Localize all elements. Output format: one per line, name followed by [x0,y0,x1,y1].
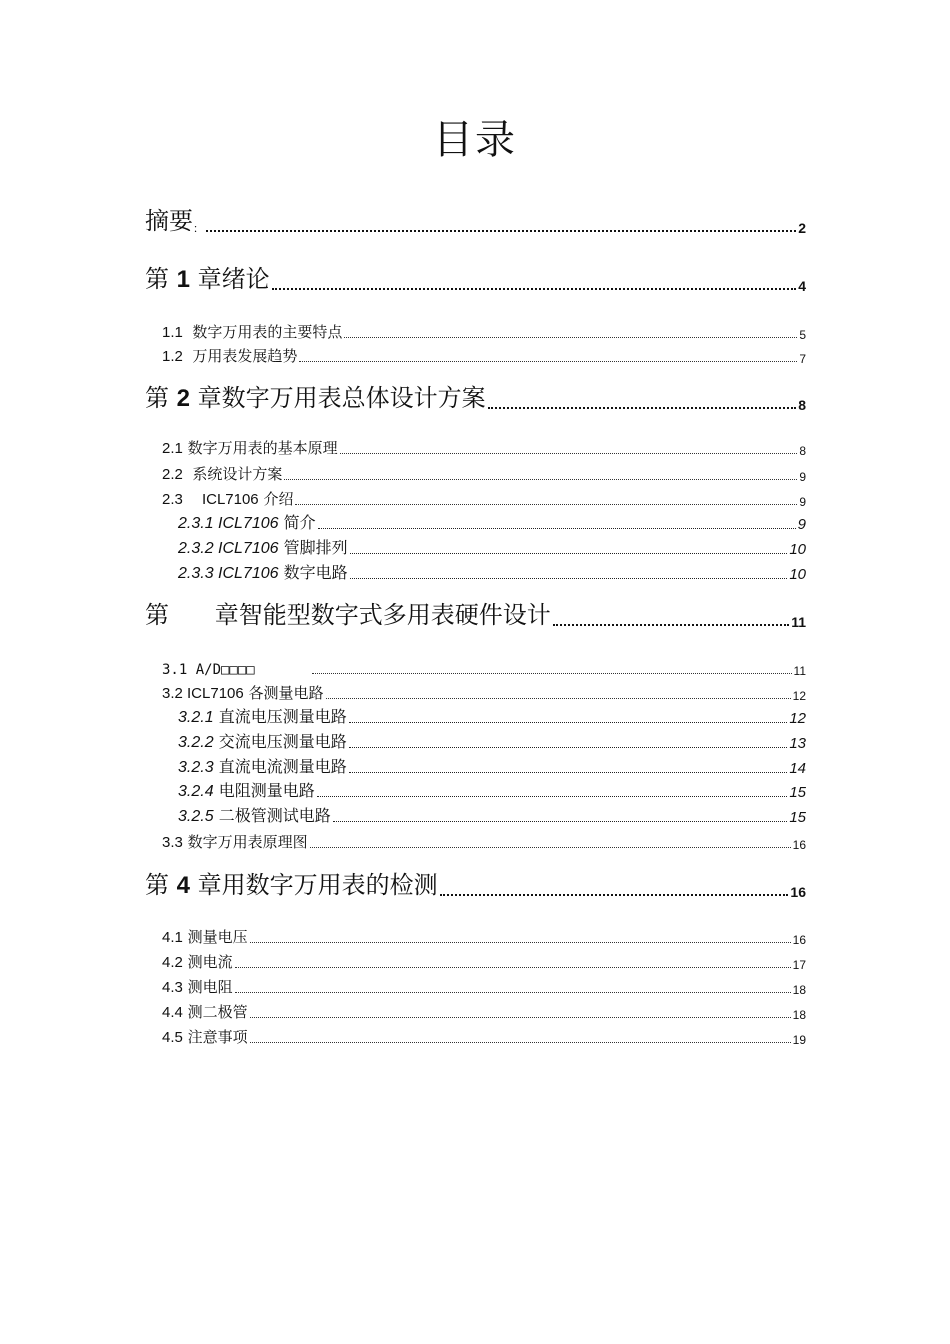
toc-label: 4.4 测二极管 [162,1003,248,1021]
page-number: 9 [799,495,806,509]
page-number: 7 [799,352,806,366]
toc-entry-2-3-2[interactable] [178,536,806,558]
page-number: 4 [798,278,806,294]
toc-label: 3.2.4 电阻测量电路 [178,781,315,800]
page-number: 8 [799,444,806,458]
toc-entry-2-3-3[interactable] [178,561,806,583]
toc-entry-1-1[interactable] [162,320,806,342]
dot-leader [310,847,791,848]
toc-entry-4-5[interactable] [162,1025,806,1047]
toc-label: 4.5 注意事项 [162,1028,248,1046]
toc-label: 3.1 A/D□□□□ [162,662,255,678]
dot-leader [250,1017,791,1018]
page-number: 11 [791,614,806,630]
toc-label: 1.2 万用表发展趋势 [162,347,298,365]
toc-entry-3-3[interactable] [162,830,806,852]
toc-entry-3-2-5[interactable] [178,804,806,826]
toc-label: 2.3 ICL7106 介绍 [162,490,294,508]
toc-label: 3.2.1 直流电压测量电路 [178,707,347,726]
toc-entry-3-2-1[interactable] [178,705,806,727]
dot-leader [326,698,791,699]
toc-entry-3-2-3[interactable] [178,755,806,777]
toc-label: 2.3.3 ICL7106 数字电路 [178,563,348,582]
toc-entry-2-2[interactable] [162,462,806,484]
page-number: 9 [799,470,806,484]
page-number: 10 [789,566,806,583]
dot-leader [272,288,797,290]
toc-entry-1-2[interactable] [162,344,806,366]
dot-leader [235,967,791,968]
toc-label: 4.3 测电阻 [162,978,233,996]
toc-label: 第 4 章用数字万用表的检测 [145,871,438,899]
dot-leader [340,453,798,454]
toc-entry-3-2-2[interactable] [178,730,806,752]
dot-leader [553,624,789,626]
page-title: 目录 [433,117,517,163]
toc-entry-abstract[interactable] [145,200,806,236]
toc-label: 2.3.2 ICL7106 管脚排列 [178,538,348,557]
page-number: 19 [792,1033,806,1047]
dot-leader [349,772,788,773]
toc-label: 3.2.2 交流电压测量电路 [178,732,347,751]
toc-entry-3-2[interactable] [162,681,806,703]
toc-label: 3.2.3 直流电流测量电路 [178,757,347,776]
toc-label: 第 章智能型数字式多用表硬件设计 [145,601,551,629]
dot-leader [317,796,788,797]
toc-label: 4.1 测量电压 [162,928,248,946]
dot-leader [312,673,792,674]
dot-leader [299,361,797,362]
dot-leader [250,1042,791,1043]
page-number: 2 [798,220,806,236]
toc-entry-3-1[interactable] [162,656,806,678]
page-number: 12 [789,710,806,727]
dot-leader [284,479,797,480]
toc-label: 摘要： [145,207,204,235]
page-number: 18 [792,983,806,997]
page-number: 13 [789,735,806,752]
dot-leader [349,722,788,723]
dot-leader [349,747,788,748]
toc-entry-chapter-2[interactable] [145,377,806,413]
toc-label: 1.1 数字万用表的主要特点 [162,323,343,341]
toc-entry-2-3[interactable] [162,487,806,509]
toc-entry-3-2-4[interactable] [178,779,806,801]
toc-label: 第 1 章绪论 [145,265,270,293]
toc-entry-4-1[interactable] [162,925,806,947]
page-number: 18 [792,1008,806,1022]
toc-entry-2-3-1[interactable] [178,511,806,533]
dot-leader [350,578,788,579]
toc-entry-2-1[interactable] [162,436,806,458]
toc-label: 3.2 ICL7106 各测量电路 [162,684,324,702]
toc-label: 2.3.1 ICL7106 简介 [178,513,316,532]
toc-entry-4-4[interactable] [162,1000,806,1022]
page-number: 16 [792,933,806,947]
toc-label: 3.3 数字万用表原理图 [162,833,308,851]
page-number: 8 [798,397,806,413]
page-number: 10 [789,541,806,558]
page-number: 15 [789,784,806,801]
page-number: 16 [790,884,806,900]
toc-label: 2.2 系统设计方案 [162,465,283,483]
toc-entry-4-3[interactable] [162,975,806,997]
dot-leader [344,337,797,338]
dot-leader [333,821,788,822]
toc-label: 2.1 数字万用表的基本原理 [162,439,338,457]
dot-leader [318,528,796,529]
toc-label: 第 2 章数字万用表总体设计方案 [145,384,486,412]
toc-entry-4-2[interactable] [162,950,806,972]
dot-leader [350,553,788,554]
dot-leader [440,894,789,896]
dot-leader [235,992,791,993]
toc-label: 3.2.5 二极管测试电路 [178,806,331,825]
page-number: 9 [797,516,806,533]
page-number: 15 [789,809,806,826]
toc-label: 4.2 测电流 [162,953,233,971]
page-number: 5 [799,328,806,342]
page-number: 14 [789,760,806,777]
page-number: 17 [792,958,806,972]
toc-entry-chapter-3[interactable] [145,594,806,630]
page-number: 11 [793,664,806,678]
dot-leader [250,942,791,943]
dot-leader [488,407,797,409]
toc-entry-chapter-4[interactable] [145,864,806,900]
toc-entry-chapter-1[interactable] [145,258,806,294]
dot-leader [295,504,797,505]
page-number: 12 [792,689,806,703]
page-number: 16 [792,838,806,852]
dot-leader [206,230,796,232]
